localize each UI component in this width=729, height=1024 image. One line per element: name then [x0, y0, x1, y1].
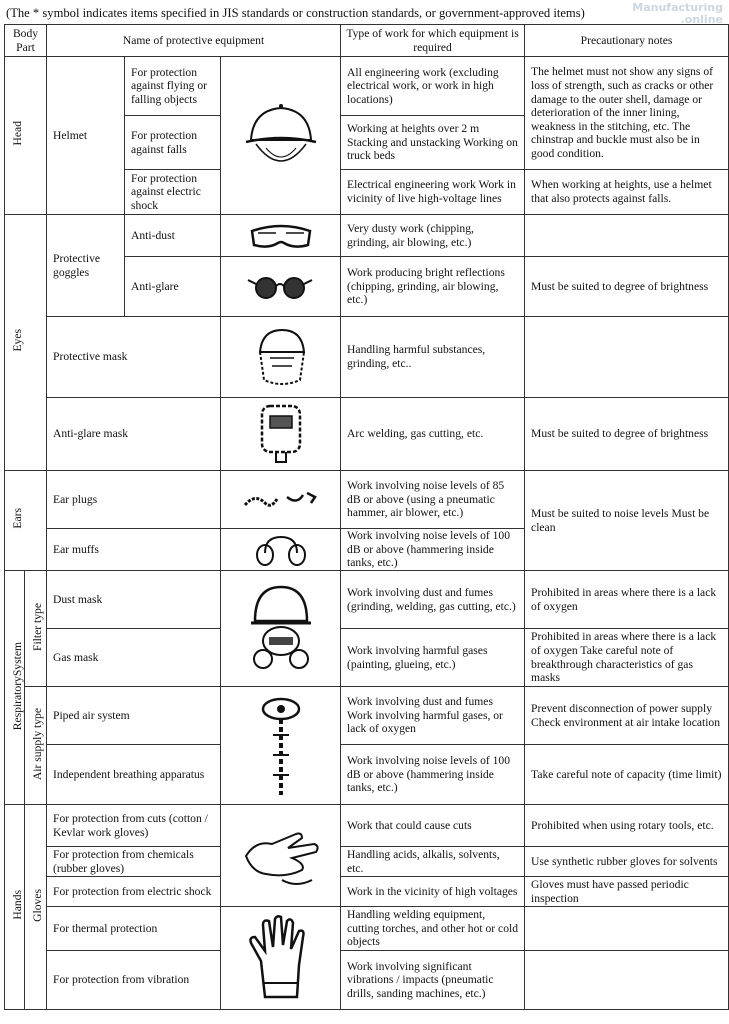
- equipment-anti-glare-mask: Anti-glare mask: [47, 398, 221, 471]
- resp-air-supply-type: Air supply type: [25, 687, 47, 805]
- rubber-glove-icon: [221, 805, 341, 907]
- table-row: [5, 877, 729, 907]
- equipment-protective-mask: Protective mask: [47, 317, 221, 398]
- gloves-thermal: For thermal protection: [47, 907, 221, 951]
- table-row: [5, 629, 729, 687]
- body-part-respiratory: RespiratorySystem: [5, 571, 25, 805]
- header-row: [5, 25, 729, 57]
- gloves-chemicals: For protection from chemicals (rubber gloves): [47, 847, 221, 877]
- helmet-work-electric-shock: Electrical engineering work Work in vicinity of live high-voltage lines: [341, 170, 525, 215]
- respirator-icon: [221, 571, 341, 687]
- table-row: [5, 57, 729, 116]
- gloves-cuts: For protection from cuts (cotton / Kevlar work gloves): [47, 805, 221, 847]
- helmet-icon: [221, 57, 341, 215]
- goggles-sub-anti-glare: Anti-glare: [125, 257, 221, 317]
- body-part-hands: Hands: [5, 805, 25, 1010]
- welding-mask-icon: [221, 398, 341, 471]
- equipment-dust-mask: Dust mask: [47, 571, 221, 629]
- helmet-condition-notes: The helmet must not show any signs of loss of strength, such as cracks or other damage to the outer shell, damage or deterioration of the inner lining, weakness in the stitching, etc. The chinstrap and buckle must also be in good condition.: [525, 57, 729, 170]
- ear-plugs-icon: [221, 471, 341, 529]
- equipment-gas-mask: Gas mask: [47, 629, 221, 687]
- equipment-piped-air: Piped air system: [47, 687, 221, 745]
- hands-gloves: Gloves: [25, 805, 47, 1010]
- header-work-type: Type of work for which equipment is required: [341, 25, 525, 57]
- air-supply-hose-icon: [221, 687, 341, 805]
- gloves-electric-shock: For protection from electric shock: [47, 877, 221, 907]
- gas-mask-work: Work involving harmful gases (painting, glueing, etc.): [341, 629, 525, 687]
- anti-glare-mask-notes: Must be suited to degree of brightness: [525, 398, 729, 471]
- table-row: [5, 847, 729, 877]
- electric-shock-work: Work in the vicinity of high voltages: [341, 877, 525, 907]
- gas-mask-notes: Prohibited in areas where there is a lack of oxygen Take careful note of breakthrough characteristics of gas masks: [525, 629, 729, 687]
- body-part-head: Head: [5, 57, 47, 215]
- cuts-work: Work that could cause cuts: [341, 805, 525, 847]
- piped-air-notes: Prevent disconnection of power supply Check environment at air intake location: [525, 687, 729, 745]
- chemicals-notes: Use synthetic rubber gloves for solvents: [525, 847, 729, 877]
- standards-note: (The * symbol indicates items specified in JIS standards or construction standards, or government-approved items): [6, 6, 585, 20]
- protective-mask-work: Handling harmful substances, grinding, etc..: [341, 317, 525, 398]
- helmet-electric-notes: When working at heights, use a helmet that also protects against falls.: [525, 170, 729, 215]
- dust-mask-work: Work involving dust and fumes (grinding, welding, gas cutting, etc.): [341, 571, 525, 629]
- table-row: [5, 398, 729, 471]
- anti-dust-notes: [525, 215, 729, 257]
- vibration-work: Work involving significant vibrations / impacts (pneumatic drills, sanding machines, etc.): [341, 951, 525, 1010]
- anti-glare-work: Work producing bright reflections (chipping, grinding, air blowing, etc.): [341, 257, 525, 317]
- gloves-vibration: For protection from vibration: [47, 951, 221, 1010]
- electric-shock-notes: Gloves must have passed periodic inspection: [525, 877, 729, 907]
- goggles-icon: [221, 215, 341, 257]
- ear-muffs-icon: [221, 529, 341, 571]
- ears-notes: Must be suited to noise levels Must be clean: [525, 471, 729, 571]
- table-row: [5, 907, 729, 951]
- table-row: [5, 571, 729, 629]
- table-row: [5, 471, 729, 529]
- face-shield-icon: [221, 317, 341, 398]
- anti-glare-notes: Must be suited to degree of brightness: [525, 257, 729, 317]
- equipment-goggles: Protective goggles: [47, 215, 125, 317]
- helmet-sub-falls: For protection against falls: [125, 116, 221, 170]
- resp-filter-type: Filter type: [25, 571, 47, 687]
- helmet-work-falling-objects: All engineering work (excluding electrical work, or work in high locations): [341, 57, 525, 116]
- table-row: [5, 687, 729, 745]
- equipment-breathing-apparatus: Independent breathing apparatus: [47, 745, 221, 805]
- site-watermark: Manufacturing .online: [632, 1, 723, 26]
- dust-mask-notes: Prohibited in areas where there is a lack of oxygen: [525, 571, 729, 629]
- table-row: [5, 805, 729, 847]
- cuts-notes: Prohibited when using rotary tools, etc.: [525, 805, 729, 847]
- breathing-apparatus-work: Work involving noise levels of 100 dB or above (hammering inside tanks, etc.): [341, 745, 525, 805]
- helmet-sub-falling-objects: For protection against flying or falling objects: [125, 57, 221, 116]
- anti-dust-work: Very dusty work (chipping, grinding, air blowing, etc.): [341, 215, 525, 257]
- body-part-ears: Ears: [5, 471, 47, 571]
- equipment-ear-plugs: Ear plugs: [47, 471, 221, 529]
- protective-mask-notes: [525, 317, 729, 398]
- anti-glare-mask-work: Arc welding, gas cutting, etc.: [341, 398, 525, 471]
- helmet-sub-electric-shock: For protection against electric shock: [125, 170, 221, 215]
- ear-muffs-work: Work involving noise levels of 100 dB or above (hammering inside tanks, etc.): [341, 529, 525, 571]
- header-notes: Precautionary notes: [525, 25, 729, 57]
- vibration-notes: [525, 951, 729, 1010]
- goggles-sub-anti-dust: Anti-dust: [125, 215, 221, 257]
- equipment-helmet: Helmet: [47, 57, 125, 215]
- protective-equipment-table: [4, 24, 729, 1010]
- table-row: [5, 951, 729, 1010]
- thermal-notes: [525, 907, 729, 951]
- body-part-eyes: Eyes: [5, 215, 47, 471]
- ear-plugs-work: Work involving noise levels of 85 dB or above (using a pneumatic hammer, air blower, etc.): [341, 471, 525, 529]
- table-row: [5, 317, 729, 398]
- helmet-work-falls: Working at heights over 2 m Stacking and unstacking Working on truck beds: [341, 116, 525, 170]
- work-glove-icon: [221, 907, 341, 1010]
- thermal-work: Handling welding equipment, cutting torches, and other hot or cold objects: [341, 907, 525, 951]
- breathing-apparatus-notes: Take careful note of capacity (time limit): [525, 745, 729, 805]
- header-equipment: Name of protective equipment: [47, 25, 341, 57]
- glare-glasses-icon: [221, 257, 341, 317]
- chemicals-work: Handling acids, alkalis, solvents, etc.: [341, 847, 525, 877]
- equipment-ear-muffs: Ear muffs: [47, 529, 221, 571]
- table-row: [5, 215, 729, 257]
- header-body-part: Body Part: [5, 25, 47, 57]
- piped-air-work: Work involving dust and fumes Work involving harmful gases, or lack of oxygen: [341, 687, 525, 745]
- table-row: [5, 745, 729, 805]
